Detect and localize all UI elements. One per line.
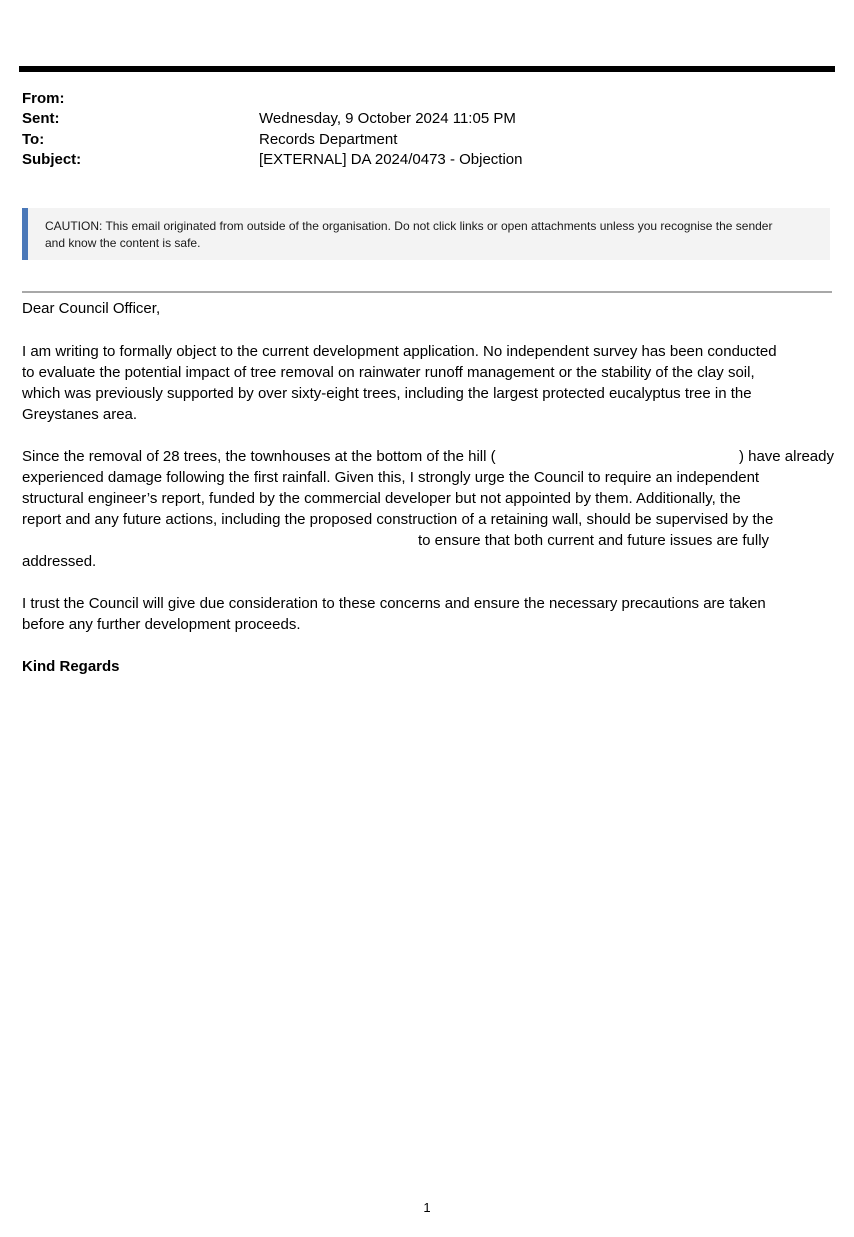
paragraph-3-line-2: before any further development proceeds. (22, 616, 301, 633)
paragraph-2-line-4: report and any future actions, including the proposed construction of a retaining wall, should be supervised by the (22, 511, 774, 528)
paragraph-2-line-6: addressed. (22, 553, 97, 570)
paragraph-3 (22, 593, 834, 635)
greeting (22, 298, 834, 319)
paragraph-2-line-3: structural engineer’s report, funded by the commercial developer but not appointed by them. Additionally, the (22, 490, 741, 507)
from-row (22, 89, 822, 111)
to-row (22, 130, 822, 152)
paragraph-1-line-3: which was previously supported by over sixty-eight trees, including the largest protected eucalyptus tree in the (22, 385, 752, 402)
signoff-block (22, 656, 834, 677)
paragraph-3-line-1: I trust the Council will give due consideration to these concerns and ensure the necessary precautions are taken (22, 595, 766, 612)
caution-line-1: CAUTION: This email originated from outside of the organisation. Do not click links or open attachments unless you recognise the sender (45, 219, 773, 233)
paragraph-1 (22, 341, 834, 425)
sent-value: Wednesday, 9 October 2024 11:05 PM (259, 110, 516, 127)
paragraph-1-line-1: I am writing to formally object to the current development application. No independent survey has been conducted (22, 343, 777, 360)
to-label: To: (22, 131, 45, 148)
paragraph-2-line-5 (22, 530, 834, 551)
paragraph-2-line-1 (22, 446, 834, 467)
paragraph-2 (22, 446, 834, 572)
subject-label: Subject: (22, 151, 82, 168)
sent-label: Sent: (22, 110, 60, 127)
subject-row (22, 150, 822, 172)
external-caution-banner (22, 208, 830, 260)
signoff: Kind Regards (22, 658, 120, 675)
paragraph-2-line-5-end: to ensure that both current and future issues are fully (418, 532, 770, 549)
sent-row (22, 109, 822, 131)
paragraph-2-line-1-start: Since the removal of 28 trees, the townhouses at the bottom of the hill ( (22, 448, 496, 465)
greeting-text: Dear Council Officer, (22, 300, 161, 317)
to-value: Records Department (259, 131, 398, 148)
header-divider (22, 291, 832, 293)
paragraph-1-line-2: to evaluate the potential impact of tree removal on rainwater runoff management or the stability of the clay soil, (22, 364, 755, 381)
paragraph-2-line-2: experienced damage following the first rainfall. Given this, I strongly urge the Council to require an independent (22, 469, 760, 486)
paragraph-1-line-4: Greystanes area. (22, 406, 138, 423)
page-number: 1 (423, 1200, 431, 1215)
header-top-rule (19, 66, 835, 72)
subject-value: [EXTERNAL] DA 2024/0473 - Objection (259, 151, 523, 168)
paragraph-2-line-1-end: ) have already (738, 448, 834, 465)
caution-line-2: and know the content is safe. (45, 236, 201, 250)
from-label: From: (22, 90, 65, 107)
